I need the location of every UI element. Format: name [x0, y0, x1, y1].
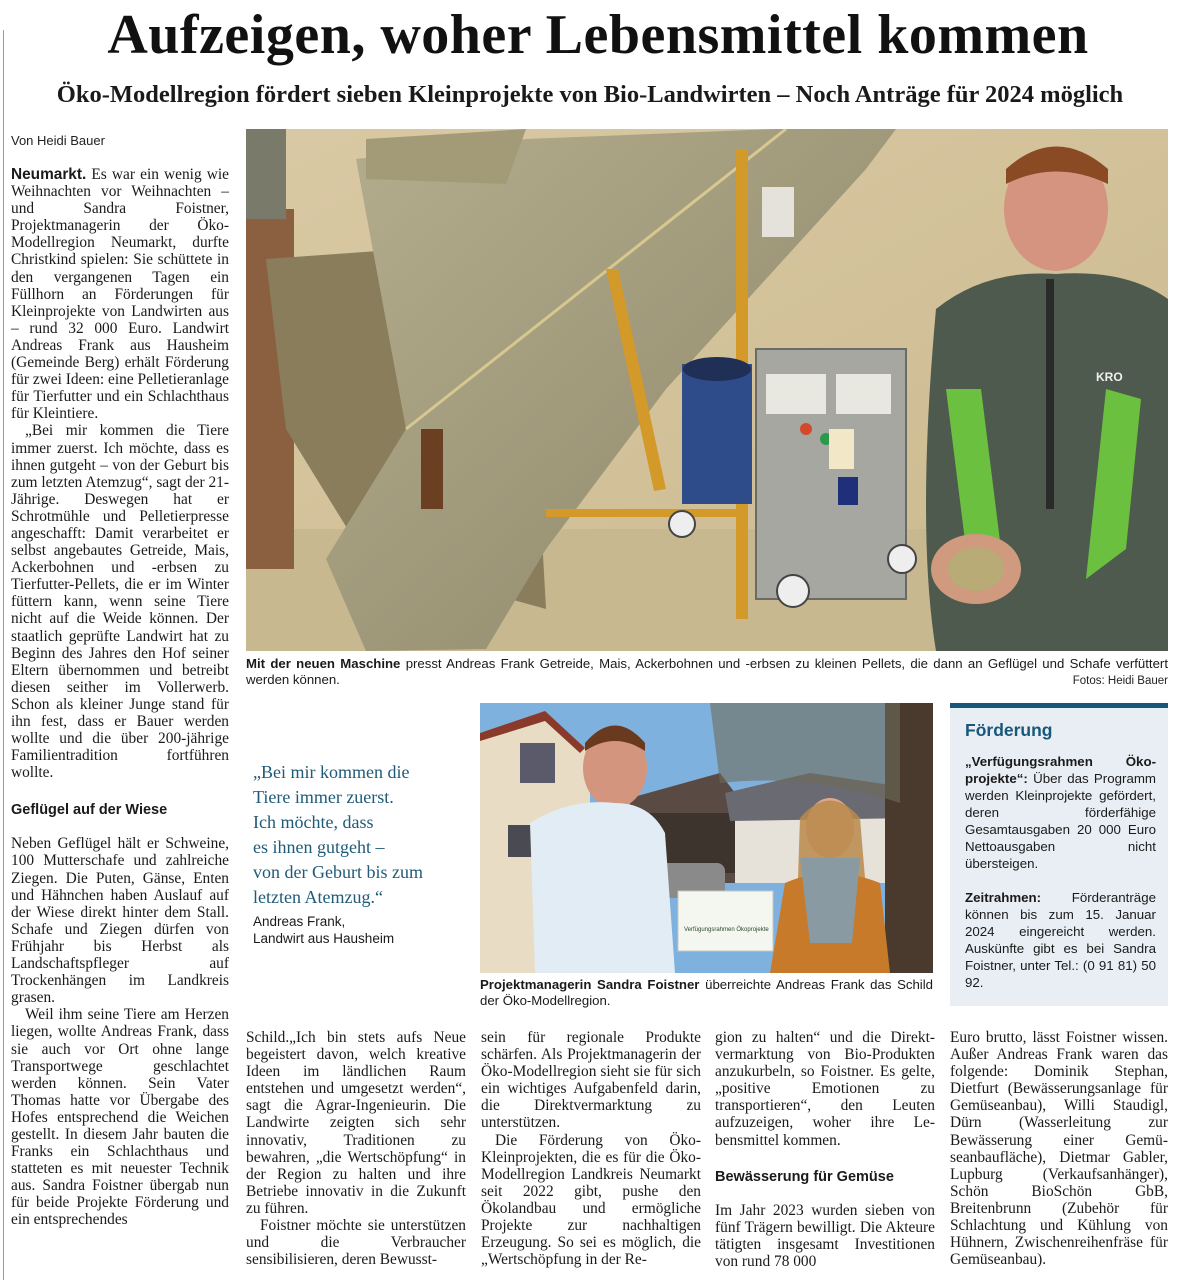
info-box-item: [965, 889, 1156, 991]
paragraph: gion zu halten“ und die Direktvermarktung von Bio-Produkten anzukurbeln, so Foistner. Es gelte, „positive Emotionen zu transportieren“, den Leuten aufzuzeigen, woher ihre Lebensmittel kommen.: [715, 1029, 935, 1149]
paragraph: Neben Geflügel hält er Schweine, 100 Mutterschafe und zahlreiche Ziegen. Die Puten, Gänse, Enten und Hähnchen haben Auslauf auf der Wiese direkt hinter dem Stall. Schafe und Ziegen dürfen von Frühjahr bis Herbst als Landschaftspfleger auf Trockenhängen im Landkreis grasen.: [11, 835, 229, 1007]
paragraph: Die Förderung von Öko-Kleinprojekten, die es für die Öko-Modellregion Landkreis Neumarkt seit 2022 gibt, pushe den Ökolandbau und ermögliche Projekte zur nachhaltigen Erzeugung. So sei es möglich, die „Wertschöpfung in der Re-: [481, 1131, 701, 1269]
second-photo: [480, 703, 933, 973]
paragraph-text: Es war ein wenig wie Weihnachten vor Weihnachten – und Sandra Foistner, Projektmanagerin der Öko-Modellregion Neumarkt, durfte Christkind spielen: Sie schüttete in den vergangenen Tagen ein Füllhorn an Förderungen für Kleinprojekte von Landwirten aus – rund 32 000 Euro. Landwirt Andreas Frank aus Hausheim (Gemeinde Berg) erhält Förderung für zwei Ideen: eine Pelletieranlage für Tierfutter und ein Schlachthaus für Kleintiere.: [11, 166, 229, 423]
byline: Von Heidi Bauer: [11, 133, 105, 148]
article-column-4: [715, 1029, 935, 1270]
attribution-name: Andreas Frank,: [253, 914, 346, 929]
info-box-title: Förderung: [965, 720, 1053, 740]
info-box-label: „Verfügungsrahmen Ökoprojekte“:: [965, 754, 1156, 786]
pull-quote-line: von der Geburt bis zum: [253, 862, 423, 882]
photo-sign-handover: [480, 703, 933, 973]
main-photo: [246, 129, 1168, 651]
column-rule: [3, 30, 4, 1280]
paragraph: Weil ihm seine Tiere am Herzen liegen, wollte Andreas Frank, dass sie auch vor Ort ohne lange Transportwege geschlachtet werden können. Sein Vater Thomas hatte vor Übergabe des Hofes entsprechend die Weichen gestellt. In diesem Jahr bauten die Franks ein Schlachthaus und statteten es mit neuester Technik aus. Sandra Foistner übergab nun für beide Projekte Förderung und ein entsprechendes: [11, 1006, 229, 1229]
attribution-role: Landwirt aus Hausheim: [253, 930, 395, 946]
paragraph: [11, 166, 229, 422]
paragraph: Euro brutto, lässt Foistner wissen. Außer Andreas Frank waren das folgende: Dominik Stephan, Dietfurt (Bewässerungsanlage für Gemüseanbau), Willi Staudigl, Dürn (Wasserleitung zur Bewässerung einer Gemüseanbaufläche), Dietmar Gabler, Lupburg (Verkaufsanhänger), Schön BioSchön GbB, Breitenbrunn (Zubehör für Schlachtung und Kühlung von Hühnern, Zwischenreihenfräse für Gemüseanbau).: [950, 1029, 1168, 1269]
jacket-logo: KRO: [1096, 370, 1123, 384]
pull-quote-line: letzten Atemzug.“: [253, 887, 383, 907]
pull-quote-line: Ich möchte, dass: [253, 812, 374, 832]
info-box-text: Über das Programm werden Kleinprojekte gefördert, deren förderfähige Gesamtausgaben 20 000 Euro Nettoausgaben nicht übersteigen.: [965, 771, 1156, 871]
section-subhead: Geflügel auf der Wiese: [11, 802, 168, 819]
headline: Aufzeigen, woher Lebensmittel kommen: [107, 4, 1089, 66]
dateline: Neumarkt.: [11, 166, 87, 183]
pull-quote-line: Tiere immer zuerst.: [253, 787, 394, 807]
article-column-1: [11, 166, 229, 1229]
photo-credit: Fotos: Heidi Bauer: [1072, 675, 1168, 687]
pull-quote-line: es ihnen gutgeht –: [253, 837, 385, 857]
pull-quote-attribution: [253, 914, 468, 947]
caption-lead: Mit der neuen Maschine: [246, 656, 401, 671]
paragraph: Im Jahr 2023 wurden sieben von fünf Trägern bewilligt. Die Akteure tätigten insgesamt Investitionen von rund 78 000: [715, 1201, 935, 1270]
photo-pellet-machine: [246, 129, 1168, 651]
paragraph: „Bei mir kommen die Tiere immer zuerst. Ich möchte, dass es ihnen gutgeht – von der Geburt bis zum letzten Atemzug“, sagt der 21-Jährige. Deswegen hat er Schrotmühle und Pelletierpresse angeschafft: Damit verarbeitet er selbst angebautes Getreide, Mais, Ackerbohnen und -erbsen zu Tierfutter-Pellets, die er im Winter füttern kann, wenn seine Tiere nicht auf die Weide können. Der staatlich geprüfte Landwirt hat zu Beginn des Jahres den Hof seiner Eltern übernommen und betreibt diesen seither im Vollerwerb. Schon als kleiner Junge stand für ihn fest, dass er Bauer werden wollte und die über 200-jährige Familientradition fortführen wollte.: [11, 422, 229, 782]
subheadline: Öko-Modellregion fördert sieben Kleinprojekte von Bio-Landwirten – Noch Anträge für 2024 möglich: [56, 81, 1124, 108]
section-subhead: Bewässerung für Gemüse: [715, 1168, 894, 1185]
pull-quote: [253, 760, 468, 910]
info-box-label: Zeitrahmen:: [965, 890, 1042, 905]
info-box-text: Förderanträge können bis zum 15. Januar 2024 eingereicht werden. Auskünfte gibt es bei Sandra Foistner, unter Tel.: (0 91 81) 50 92.: [965, 890, 1156, 990]
article-column-5: [950, 1029, 1168, 1268]
caption-text: überreichte Andreas Frank das Schild der Öko-Modellregion.: [480, 977, 933, 1008]
article-column-3: [481, 1029, 701, 1268]
second-photo-caption: [480, 977, 933, 1009]
pull-quote-line: „Bei mir kommen die: [253, 762, 410, 782]
caption-text: presst Andreas Frank Getreide, Mais, Ackerbohnen und -erbsen zu kleinen Pellets, die dann an Geflügel und Schafe verfüttert werden können.: [246, 656, 1168, 687]
paragraph: Schild.„Ich bin stets aufs Neue begeistert davon, welch kreative Ideen im ländlichen Raum entstehen und umgesetzt werden“, sagt die Agrar-Ingenieurin. Die Landwirte zeigten sich sehr innovativ, Traditionen zu bewahren, „die Wertschöpfung“ in der Region zu halten und ihre Betriebe innovativ in die Zukunft zu führen.: [246, 1029, 466, 1217]
paragraph: Foistner möchte sie unterstützen und die Verbraucher sensibilisieren, deren Bewusst-: [246, 1217, 466, 1269]
info-box-foerderung: [950, 703, 1168, 1006]
info-box-item: [965, 753, 1156, 872]
sign-text: Verfügungsrahmen Ökoprojekte: [684, 927, 769, 933]
article-column-2: [246, 1029, 466, 1268]
caption-lead: Projektmanagerin Sandra Foistner: [480, 977, 700, 992]
paragraph: sein für regionale Produkte schärfen. Als Projektmanagerin der Öko-Modellregion sieht sie für sich ein wichtiges Aufgabenfeld darin, die Direktvermarktung zu unterstützen.: [481, 1029, 701, 1132]
